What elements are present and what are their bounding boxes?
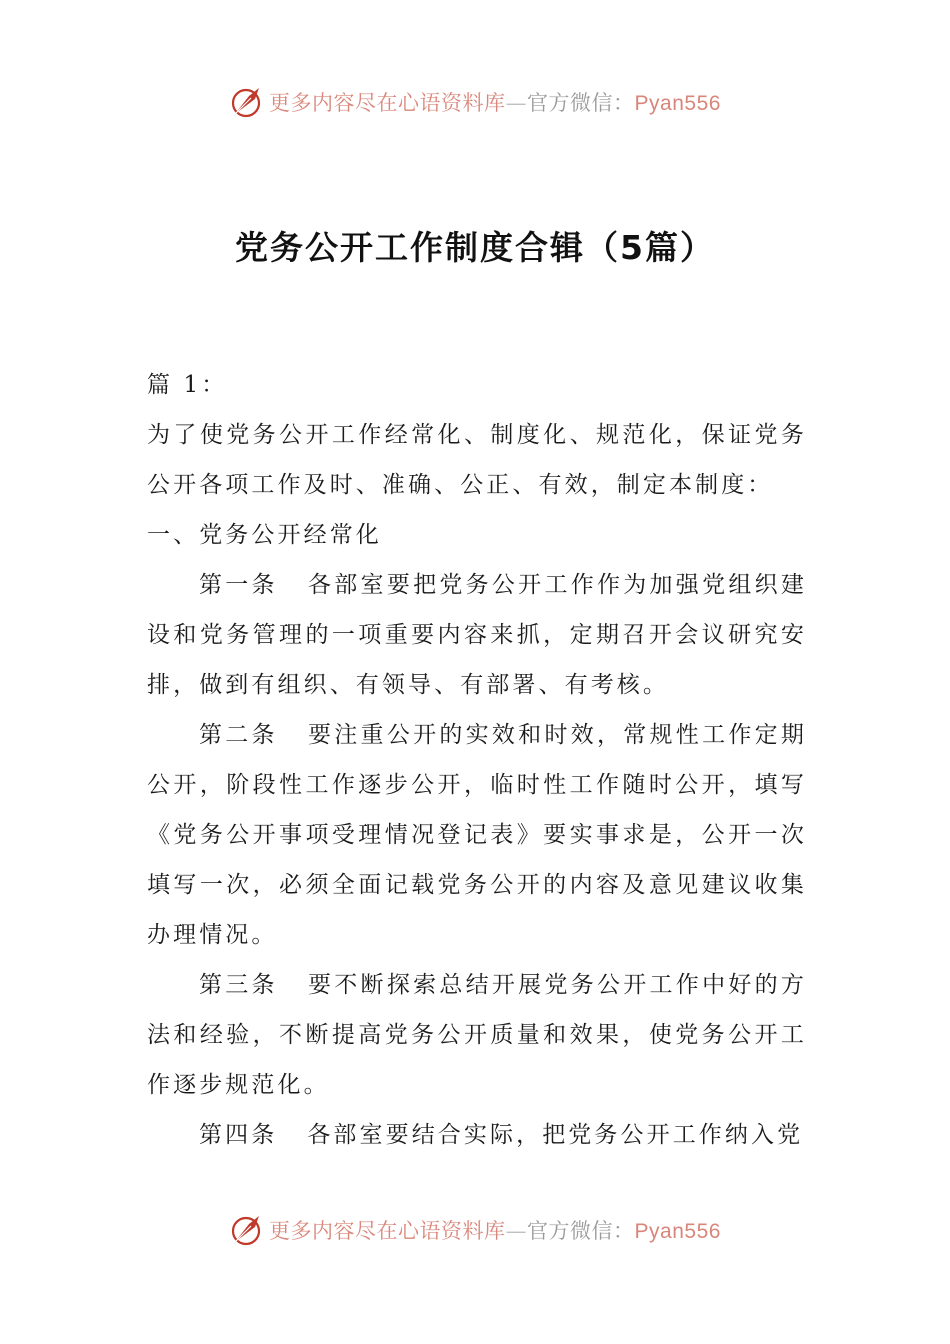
quill-logo-icon: [229, 1212, 265, 1248]
banner-sub-text: 官方微信：: [527, 91, 635, 115]
article-label: 第二条: [199, 722, 278, 748]
article-label: 第三条: [199, 972, 278, 998]
banner-sub-text: 官方微信：: [527, 1219, 635, 1243]
banner-text: [269, 1215, 721, 1245]
article-paragraph: [147, 710, 807, 960]
document-title: 党务公开工作制度合辑（5篇）: [235, 228, 715, 267]
article-paragraph: [147, 560, 807, 710]
article-label: 第四条: [199, 1122, 278, 1148]
document-body: [147, 360, 807, 1160]
article-text: 各部室要把党务公开工作作为加强党组织建设和党务管理的一项重要内容来抓，定期召开会议研究安排，做到有组织、有领导、有部署、有考核。: [147, 572, 807, 698]
article-paragraph: [147, 960, 807, 1110]
quill-logo-icon: [229, 84, 265, 120]
article-text: 要不断探索总结开展党务公开工作中好的方法和经验，不断提高党务公开质量和效果，使党务公开工作逐步规范化。: [147, 972, 807, 1098]
banner-dash: —: [505, 91, 528, 115]
intro-paragraph: 为了使党务公开工作经常化、制度化、规范化，保证党务公开各项工作及时、准确、公正、有效，制定本制度：: [147, 422, 807, 498]
header-banner: [0, 80, 950, 124]
banner-wechat-id: Pyan556: [634, 1220, 721, 1243]
banner-wechat-id: Pyan556: [634, 92, 721, 115]
part-label: 篇 1：: [147, 372, 228, 398]
article-label: 第一条: [199, 572, 278, 598]
banner-main-text: 更多内容尽在心语资料库: [269, 1219, 506, 1243]
banner-dash: —: [505, 1219, 528, 1243]
article-text: 各部室要结合实际，把党务公开工作纳入党: [307, 1122, 804, 1148]
section-heading: 一、党务公开经常化: [147, 522, 382, 548]
article-text: 要注重公开的实效和时效，常规性工作定期公开，阶段性工作逐步公开，临时性工作随时公开，填写《党务公开事项受理情况登记表》要实事求是，公开一次填写一次，必须全面记载党务公开的内容及意见建议收集办理情况。: [147, 722, 807, 948]
footer-banner: [0, 1208, 950, 1252]
banner-main-text: 更多内容尽在心语资料库: [269, 91, 506, 115]
article-paragraph: [147, 1110, 807, 1160]
banner-text: [269, 87, 721, 117]
